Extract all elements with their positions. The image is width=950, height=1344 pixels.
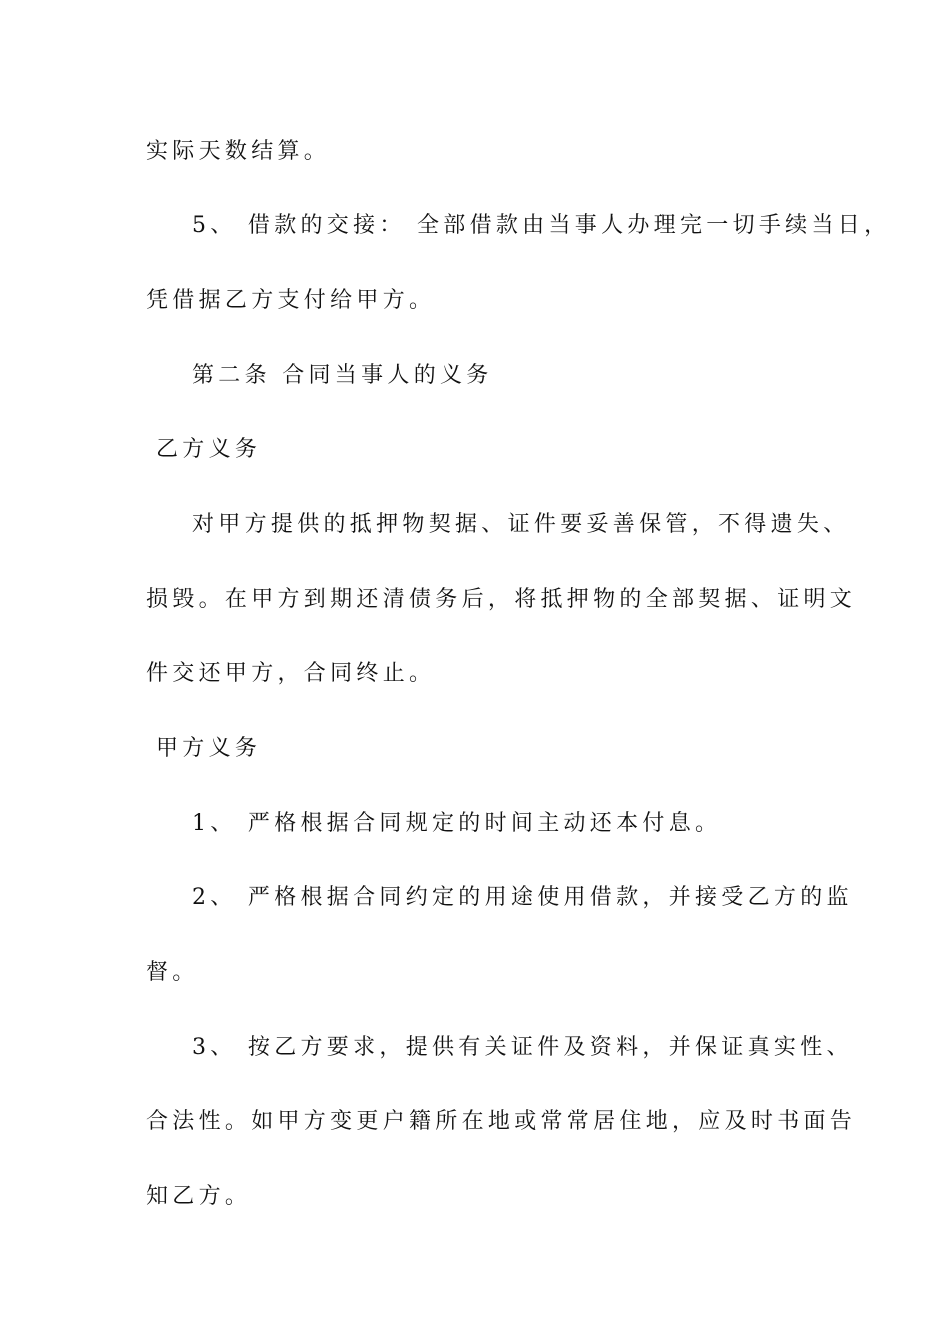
party-a-obligation-3-line-3: 知乙方。 bbox=[146, 1184, 252, 1209]
party-b-obligation-line-1: 对甲方提供的抵押物契据、证件要妥善保管，不得遗失、 bbox=[192, 512, 850, 537]
party-b-obligation-line-2: 损毁。在甲方到期还清债务后，将抵押物的全部契据、证明文 bbox=[146, 587, 857, 612]
party-a-obligations-heading: 甲方义务 bbox=[156, 736, 262, 761]
party-a-obligation-2-line-2: 督。 bbox=[146, 960, 199, 985]
party-b-obligations-heading: 乙方义务 bbox=[156, 437, 262, 462]
clause-5-line-2: 凭借据乙方支付给甲方。 bbox=[146, 288, 436, 313]
party-a-obligation-1: 1、 严格根据合同规定的时间主动还本付息。 bbox=[192, 811, 722, 836]
party-b-obligation-line-3: 件交还甲方，合同终止。 bbox=[146, 661, 436, 686]
party-a-obligation-2-line-1: 2、 严格根据合同约定的用途使用借款，并接受乙方的监 bbox=[192, 885, 853, 910]
party-a-obligation-3-line-2: 合法性。如甲方变更户籍所在地或常常居住地，应及时书面告 bbox=[146, 1109, 857, 1134]
paragraph-line-1: 实际天数结算。 bbox=[146, 139, 331, 164]
party-a-obligation-3-line-1: 3、 按乙方要求，提供有关证件及资料，并保证真实性、 bbox=[192, 1035, 853, 1060]
article-2-heading: 第二条 合同当事人的义务 bbox=[192, 363, 493, 388]
clause-5-line-1: 5、 借款的交接： 全部借款由当事人办理完一切手续当日， bbox=[192, 213, 891, 238]
